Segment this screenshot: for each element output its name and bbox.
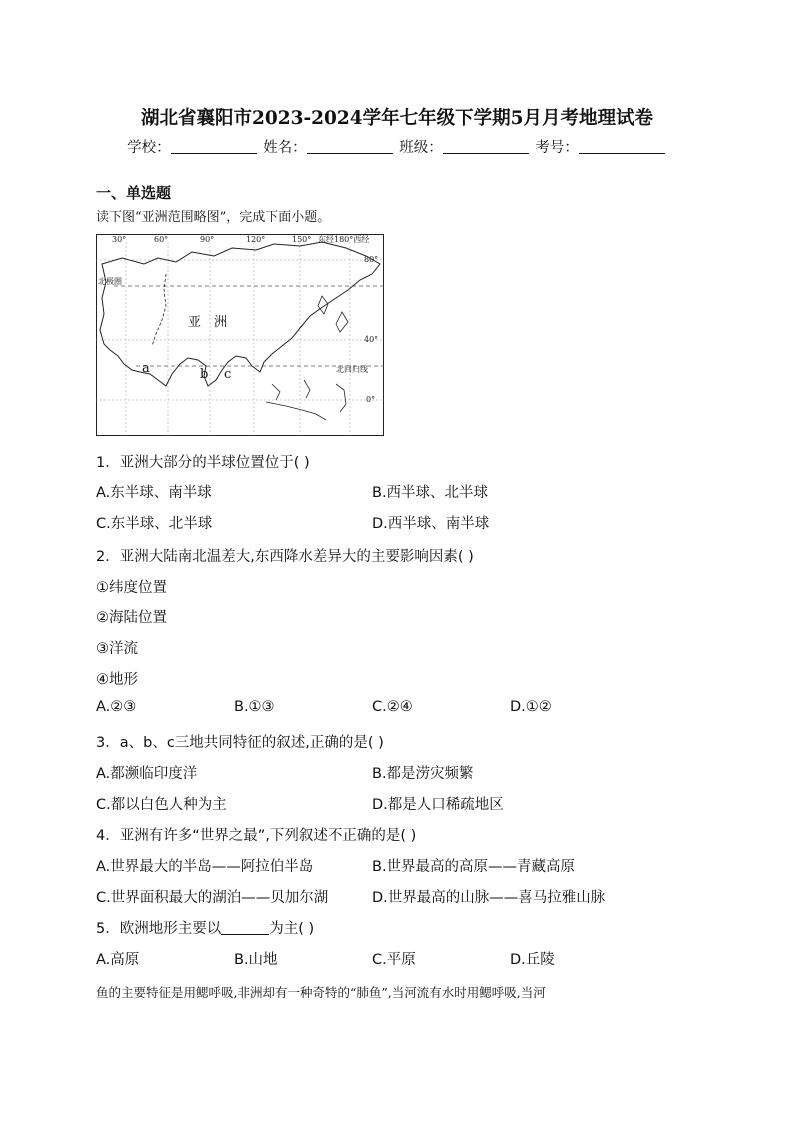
q5-stem-after: 为主( ) [269,921,315,937]
school-label: 学校： [127,140,171,156]
q4-option-a[interactable]: A.世界最大的半岛——阿拉伯半岛 [96,859,314,875]
lat-label-80: 80° [364,255,379,264]
q1-option-d[interactable]: D.西半球、南半球 [372,516,490,532]
lon-label-30: 30° [112,235,127,244]
q4-option-b[interactable]: B.世界最高的高原——青藏高原 [372,859,576,875]
arctic-circle-label: 北极圈 [98,277,122,286]
q2-option-c[interactable]: C.②④ [372,699,413,715]
q2-option-d[interactable]: D.①② [510,699,552,715]
q3-option-a[interactable]: A.都濒临印度洋 [96,766,198,782]
q2-item-4: ④地形 [96,672,138,688]
point-c: c [224,367,232,382]
q5-fill-blank[interactable] [221,920,269,935]
tropic-of-cancer-label: 北回归线 [336,365,368,374]
lon-label-60: 60° [154,235,169,244]
question-2-stem: 2．亚洲大陆南北温差大,东西降水差异大的主要影响因素( ) [96,549,474,565]
name-label: 姓名： [263,140,307,156]
q3-option-b[interactable]: B.都是涝灾频繁 [372,766,474,782]
student-info-line [0,136,794,157]
name-blank[interactable] [307,139,393,154]
number-label: 考号： [535,140,579,156]
question-5-stem [96,917,314,938]
q2-option-a[interactable]: A.②③ [96,699,137,715]
reading-passage: 鱼的主要特征是用鳃呼吸,非洲却有一种奇特的“肺鱼”,当河流有水时用鳃呼吸,当河 [96,985,546,1000]
q1-option-c[interactable]: C.东半球、北半球 [96,516,213,532]
q1-option-b[interactable]: B.西半球、北半球 [372,485,489,501]
q5-option-c[interactable]: C.平原 [372,952,416,968]
lon-label-120: 120° [246,235,266,244]
q5-option-d[interactable]: D.丘陵 [510,952,555,968]
q1-option-a[interactable]: A.东半球、南半球 [96,485,212,501]
q3-option-d[interactable]: D.都是人口稀疏地区 [372,797,504,813]
lat-label-40: 40° [364,335,379,344]
q5-option-b[interactable]: B.山地 [234,952,278,968]
question-3-stem: 3．a、b、c三地共同特征的叙述,正确的是( ) [96,735,384,751]
q3-option-c[interactable]: C.都以白色人种为主 [96,797,227,813]
q4-option-d[interactable]: D.世界最高的山脉——喜马拉雅山脉 [372,890,606,906]
q2-item-3: ③洋流 [96,641,138,657]
lon-label-90: 90° [200,235,215,244]
lon-label-150: 150° [292,235,312,244]
lon-label-180: 东经180°西经 [318,235,370,244]
point-a: a [142,361,150,376]
exam-title: 湖北省襄阳市2023-2024学年七年级下学期5月月考地理试卷 [140,108,654,129]
point-b: b [200,367,209,382]
q2-option-b[interactable]: B.①③ [234,699,275,715]
class-blank[interactable] [443,139,529,154]
class-label: 班级： [399,140,443,156]
q2-item-1: ①纬度位置 [96,580,167,596]
section-title: 一、单选题 [96,184,172,202]
number-blank[interactable] [579,139,665,154]
asia-map [96,234,384,436]
question-1-stem: 1．亚洲大部分的半球位置位于( ) [96,455,310,471]
question-4-stem: 4．亚洲有许多“世界之最”,下列叙述不正确的是( ) [96,828,417,844]
asia-label: 亚 洲 [188,315,228,330]
q4-option-c[interactable]: C.世界面积最大的湖泊——贝加尔湖 [96,890,329,906]
question-prompt: 读下图“亚洲范围略图”，完成下面小题。 [96,210,331,225]
q2-item-2: ②海陆位置 [96,610,167,626]
q5-option-a[interactable]: A.高原 [96,952,140,968]
lat-label-0: 0° [366,395,376,404]
school-blank[interactable] [171,139,257,154]
q5-stem-before: 5．欧洲地形主要以 [96,921,222,937]
